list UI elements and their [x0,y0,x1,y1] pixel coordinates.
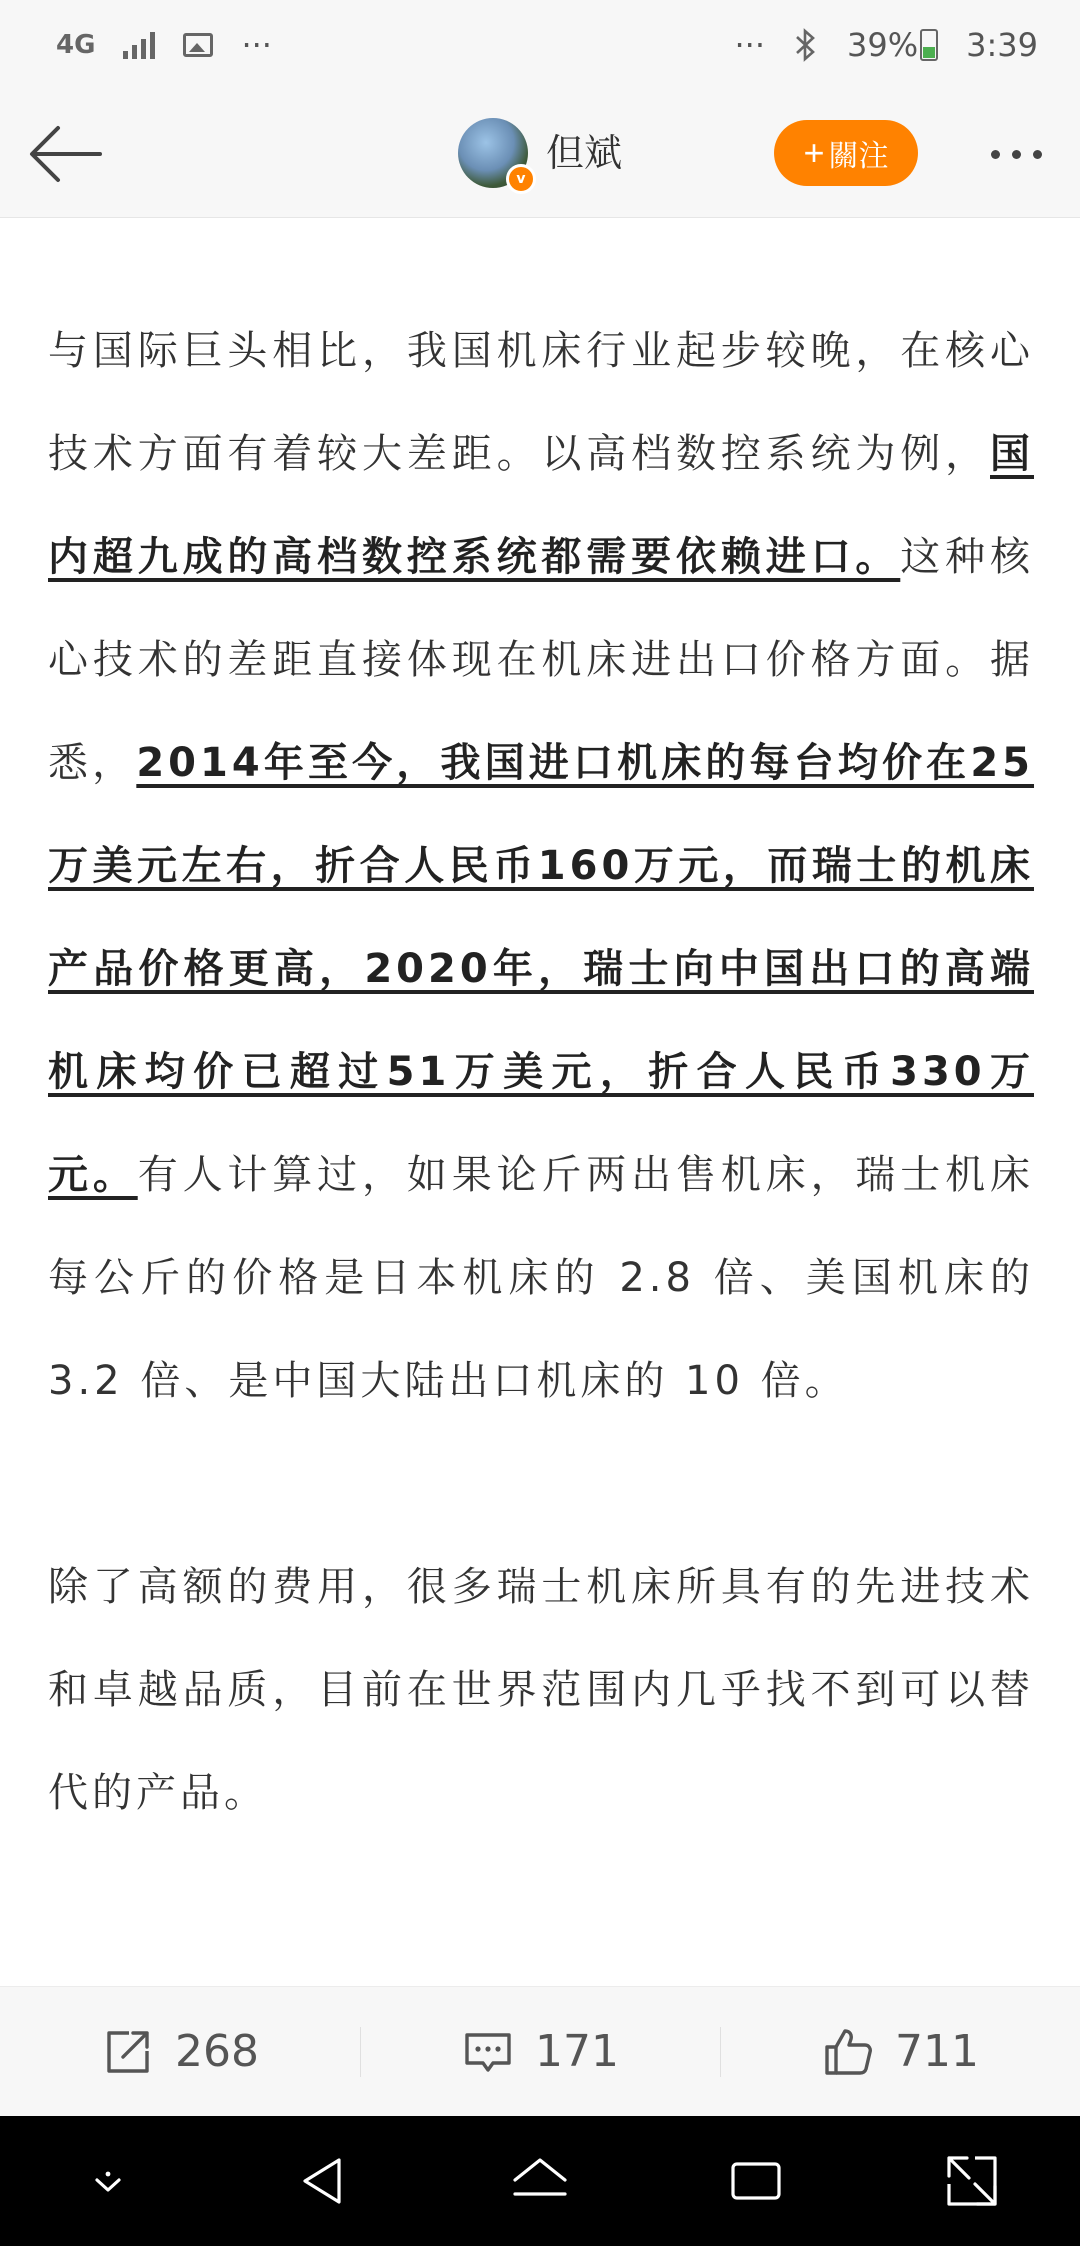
status-bar [0,0,1080,90]
repost-count: 268 [175,2026,259,2077]
paragraph-1 [48,300,1034,1433]
bluetooth-icon [793,28,819,62]
recent-apps-icon[interactable] [725,2150,787,2212]
text-segment: 这种核心技术的差距直接体现在机床进出口价格方面。据悉， [48,534,1035,786]
comment-button[interactable] [360,1987,720,2116]
follow-button[interactable] [774,120,918,186]
article-body [48,300,1034,1845]
thumbs-up-icon [821,2025,875,2079]
system-navigation-bar [0,2116,1080,2246]
like-button[interactable] [720,1987,1080,2116]
home-icon[interactable] [509,2150,571,2212]
comment-count: 171 [535,2026,619,2077]
highlighted-text: 2014年至今，我国进口机床的每台均价在25万美元左右，折合人民币160万元，而瑞士的机床产品价格更高，2020年，瑞士向中国出口的高端机床均价已超过51万美元，折合人民币330万元。 [48,740,1035,1198]
comment-icon [461,2025,515,2079]
like-count: 711 [895,2026,979,2077]
chevron-down-icon[interactable] [77,2150,139,2212]
paragraph-2: 除了高额的费用，很多瑞士机床所具有的先进技术和卓越品质，目前在世界范围内几乎找不到可以替代的产品。 [48,1564,1034,1816]
more-status-icon: ··· [734,26,766,64]
username[interactable]: 但斌 [546,131,623,175]
expand-icon[interactable] [941,2150,1003,2212]
repost-button[interactable] [0,1987,360,2116]
text-segment: 有人计算过，如果论斤两出售机床，瑞士机床每公斤的价格是日本机床的 2.8 倍、美国机床的 3.2 倍、是中国大陆出口机床的 10 倍。 [48,1152,1035,1404]
text-segment: 与国际巨头相比，我国机床行业起步较晚，在核心技术方面有着较大差距。以高档数控系统为例， [48,328,1034,477]
highlighted-text: 国内超九成的高档数控系统都需要依赖进口。 [48,431,1034,580]
more-notifications-icon: ··· [241,26,272,64]
status-left [56,26,272,64]
clock: 3:39 [966,26,1038,64]
repost-icon [101,2025,155,2079]
network-type: 4G [56,30,96,60]
status-right [735,26,1039,64]
back-button[interactable] [26,114,106,194]
post-header [0,90,1080,218]
battery-icon [920,29,938,61]
follow-label: 關注 [828,140,889,173]
back-triangle-icon[interactable] [293,2150,355,2212]
plus-icon: + [803,132,825,173]
verified-badge-icon: v [506,164,536,194]
arrow-left-icon [26,114,106,194]
gallery-notification-icon [183,33,213,57]
battery-percent: 39% [847,26,919,64]
dot-icon [1033,150,1042,159]
signal-icon [123,31,155,59]
battery-group [847,26,938,64]
dot-icon [1012,150,1021,159]
action-bar [0,1986,1080,2116]
dot-icon [991,150,1000,159]
more-options-button[interactable] [976,130,1056,178]
